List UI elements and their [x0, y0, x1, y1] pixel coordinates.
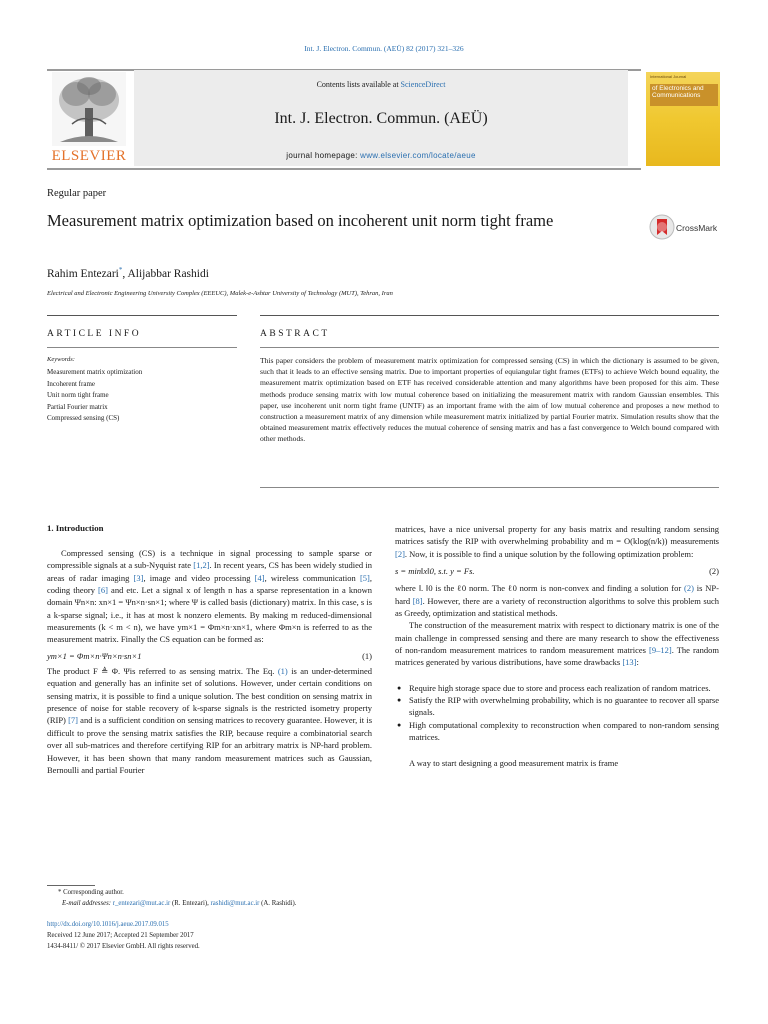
citation-link[interactable]: [3]	[133, 572, 144, 583]
citation-link[interactable]: [8]	[412, 595, 423, 606]
author-list	[47, 266, 209, 280]
footnote-rule	[47, 885, 95, 886]
crossmark-icon	[649, 213, 675, 241]
citation-link[interactable]: [9–12]	[649, 645, 672, 656]
doi-link[interactable]: http://dx.doi.org/10.1016/j.aeue.2017.09.015	[47, 921, 169, 928]
elsevier-tree-logo-icon	[52, 72, 126, 146]
author-rashidi[interactable]: Alijabbar Rashidi	[127, 267, 209, 280]
intro-paragraph-2: The product F ≜ Φ. Ψis referred to as sensing matrix. The Eq. (1) is an under-determined equation and generally has an infinite set of solutions. However, under certain conditions on sensing matrix, it is possible to find a unique solution. The best condition on sensing matrix in presence of noise for stable recovery of k-sparse signals is the restricted isometry property (RIP) [7] and is a sufficient condition on sensing matrices to recovery guarantee. However, it is difficult to prove the sensing matrix satisfies the RIP, because require a combinatorial search over all sub-matrices and therefore certifying RIP for an arbitrary matrix is NP-hard problem. However, it has been shown that many random measurement matrices such as Gaussian, Bernoulli and partial Fourier	[47, 666, 372, 775]
equation-1-number: (1)	[362, 650, 372, 661]
article-info-rule	[47, 315, 237, 316]
affiliation: Electrical and Electronic Engineering University Complex (EEEUC), Malek-e-Ashtar University of Technology (MUT), Tehran, Iran	[47, 290, 393, 297]
equation-2-number: (2)	[709, 566, 719, 577]
article-info-heading: ARTICLE INFO	[47, 329, 142, 339]
contents-available	[134, 80, 628, 89]
citation-link[interactable]: [1,2]	[193, 560, 210, 571]
email-link-entezari[interactable]: r_entezari@mut.ac.ir	[112, 900, 171, 907]
list-item: ● Satisfy the RIP with overwhelming probability, which is no guarantee to recover all sparse signals.	[395, 694, 719, 719]
intro-paragraph-3: matrices, have a nice universal property for any basis matrix and resulting random sensing matrices satisfy the RIP with overwhelming probability and m = O(klog(n/k)) measurements [2]. Now, it is possible to find a unique solution by the following optimization problem:	[395, 524, 719, 559]
left-column	[47, 547, 372, 776]
email-label: E-mail addresses:	[62, 900, 113, 907]
abstract-text: This paper considers the problem of measurement matrix optimization for compressed sensing (CS) in which the dictionary is assumed to be given, such that it leads to an effective sensing matrix. Due to important properties of equiangular tight frames (ETFs) to achieve Welch bound equality, the measurement matrix optimization based on ETF has received considerable attention and many algorithms have been proposed for this aim. These methods produce sensing matrix with low mutual coherence based on initializing the measurement matrix with random Gaussian ensembles. This paper, use incoherent unit norm tight frame (UNTF) as an important frame with the aim of low mutual coherence and proposes a new method to construction a measurement matrix of any dimension while measurement matrix initialized by partial Fourier matrix. Simulation results show that the obtained measurement matrix effectively reduces the mutual coherence of sensing matrix and has a fast convergence to Welch bound compared with other methods.	[260, 356, 719, 444]
crossmark-label: CrossMark	[676, 223, 718, 233]
author-entezari[interactable]: Rahim Entezari	[47, 267, 119, 280]
crossmark-badge[interactable]	[649, 213, 729, 243]
citation-link[interactable]: [2]	[395, 548, 405, 559]
corresponding-author-mark[interactable]: *	[118, 266, 123, 274]
citation-link[interactable]: [5]	[359, 572, 370, 583]
citation-link[interactable]: [7]	[68, 715, 78, 726]
contents-prefix: Contents lists available at	[316, 80, 401, 89]
homepage-link[interactable]: www.elsevier.com/locate/aeue	[360, 151, 476, 160]
equation-link[interactable]: (1)	[277, 666, 288, 677]
keyword-item: Incoherent frame	[47, 379, 95, 388]
keywords-label: Keywords:	[47, 356, 75, 363]
equation-2-body: s = min‖x‖0, s.t. y = Fs.	[395, 566, 475, 577]
abstract-rule	[260, 315, 719, 316]
right-column	[395, 523, 719, 769]
header-bottom-rule	[47, 168, 641, 170]
list-item: ● Require high storage space due to store and process each realization of random matrices.	[395, 682, 719, 694]
citation-link[interactable]: [6]	[98, 585, 108, 596]
equation-1	[47, 650, 372, 662]
journal-title: Int. J. Electron. Commun. (AEÜ)	[274, 110, 488, 127]
article-info-subrule	[47, 347, 237, 348]
sciencedirect-link[interactable]: ScienceDirect	[400, 80, 446, 89]
intro-paragraph-1: Compressed sensing (CS) is a technique in signal processing to sample sparse or compressible signals at a sub-Nyquist rate [1,2]. In recent years, CS has been widely studied in areas of radar imaging [3], image and video processing [4], wireless communication [5], coding theory [6] and etc. Let a signal x of length n has a sparse representation in a known domain Ψn×n: xn×1 = Ψn×n·sn×1; where Ψ is called basis (dictionary) matrix. In this case, s is a k-sparse signal; i.e., it has at most k nonzero elements. By making m reduced-dimensional measurements (k < m < n), we have ym×1 = Φm×n·xn×1, where Φm×n is referred to as the measurement matrix. Finally the CS equation can be formed as:	[47, 548, 373, 645]
abstract-subrule	[260, 347, 719, 348]
equation-link[interactable]: (2)	[684, 583, 694, 594]
author-separator: ,	[122, 267, 128, 280]
cover-title: of Electronics and Communications	[650, 84, 718, 106]
keyword-item: Unit norm tight frame	[47, 391, 109, 399]
abstract-bottom-rule	[260, 487, 719, 488]
elsevier-wordmark: ELSEVIER	[51, 148, 127, 164]
paper-type: Regular paper	[47, 188, 107, 199]
intro-paragraph-4: where ‖. ‖0 is the ℓ0 norm. The ℓ0 norm is non-convex and finding a solution for (2) is NP-hard [8]. However, there are a variety of reconstruction algorithms to solve this problem such as Greedy, optimization and statistical methods.	[395, 583, 719, 619]
intro-paragraph-6: A way to start designing a good measurement matrix is frame	[409, 757, 619, 768]
equation-1-body: ym×1 = Φm×n·Ψn×n·sn×1	[47, 650, 142, 661]
keyword-item: Measurement matrix optimization	[47, 368, 143, 376]
abstract-heading: ABSTRACT	[260, 329, 330, 339]
keywords-list	[47, 367, 142, 425]
journal-reference[interactable]: Int. J. Electron. Commun. (AEÜ) 82 (2017) 321–326	[304, 44, 464, 53]
keyword-item: Compressed sensing (CS)	[47, 414, 120, 422]
journal-homepage	[134, 151, 628, 160]
corresponding-author-note: * Corresponding author.	[58, 889, 124, 896]
keyword-item: Partial Fourier matrix	[47, 402, 108, 411]
drawbacks-list	[395, 682, 719, 744]
copyright-notice: 1434-8411/ © 2017 Elsevier GmbH. All rights reserved.	[47, 943, 200, 950]
citation-link[interactable]: [13]	[622, 657, 637, 668]
equation-2	[395, 565, 719, 577]
homepage-prefix: journal homepage:	[286, 151, 361, 160]
paper-title: Measurement matrix optimization based on incoherent unit norm tight frame	[47, 211, 554, 230]
citation-link[interactable]: [4]	[254, 572, 265, 583]
cover-small-text: International Journal	[650, 74, 687, 79]
received-dates: Received 12 June 2017; Accepted 21 September 2017	[47, 932, 194, 939]
intro-paragraph-5: The construction of the measurement matrix with respect to dictionary matrix is one of the main challenge in compressed sensing and there are many research to show the effectiveness of non-random measurement matrices to random measurement matrices [9–12]. The random matrices generated by various distributions, have some drawbacks [13]:	[395, 620, 719, 668]
email-footnote: E-mail addresses: r_entezari@mut.ac.ir (R. Entezari), rashidi@mut.ac.ir (A. Rashidi).	[62, 900, 297, 907]
list-item: ● High computational complexity to reconstruction when compared to non-random sensing matrices.	[395, 719, 719, 744]
section-heading: 1. Introduction	[47, 523, 104, 533]
journal-cover-image	[646, 72, 720, 166]
email-link-rashidi[interactable]: rashidi@mut.ac.ir	[210, 900, 260, 907]
